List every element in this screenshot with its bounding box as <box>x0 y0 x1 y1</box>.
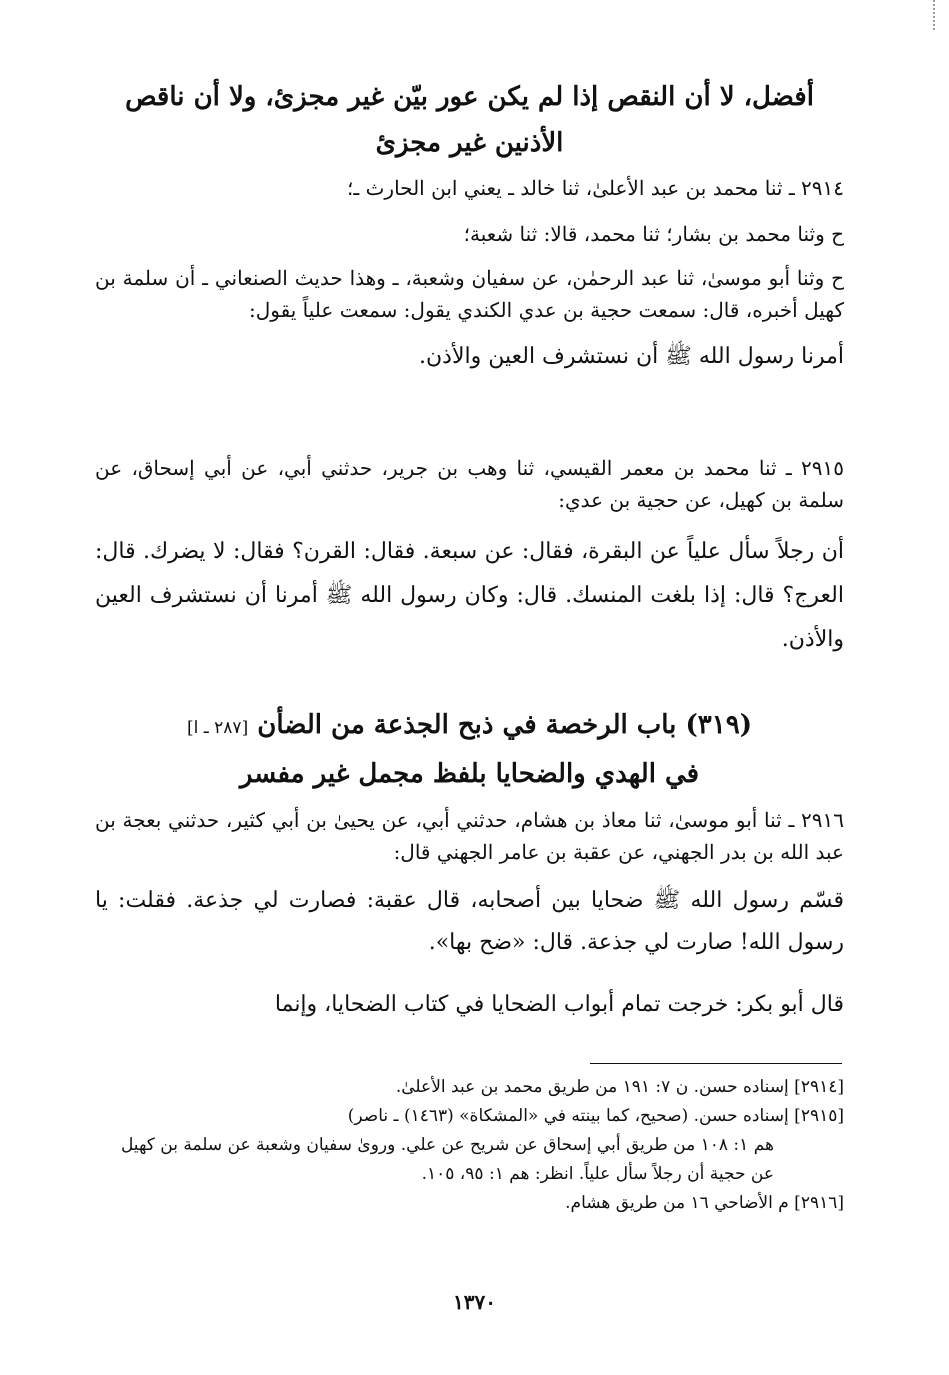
page-number: ١٣٧٠ <box>453 1290 496 1314</box>
footnote-2914: [٢٩١٤] إسناده حسن. ن ٧: ١٩١ من طريق محمد بن عبد الأعلىٰ. <box>395 1077 844 1097</box>
hadith-matn: أمرنا رسول الله ﷺ أن نستشرف العين والأذن. <box>419 344 844 369</box>
chapter-heading-319 <box>95 702 844 797</box>
isnad: ٢٩١٦ ـ ثنا أبو موسىٰ، ثنا معاذ بن هشام، حدثني أبي، عن يحيىٰ بن أبي كثير، حدثني بعجة بن عبد الله بن بدر الجهني، عن عقبة بن عامر الجهني قال: <box>95 808 844 864</box>
hadith-2914 <box>95 172 844 378</box>
isnad-line-3: ح وثنا أبو موسىٰ، ثنا عبد الرحمٰن، عن سفيان وشعبة، ـ وهذا حديث الصنعاني ـ أن سلمة بن كهيل أخبره، قال: سمعت حجية بن عدي الكندي يقول: سمعت علياً يقول: <box>95 266 844 322</box>
heading-line-2: في الهدي والضحايا بلفظ مجمل غير مفسر <box>239 759 700 789</box>
heading-line-2: الأذنين غير مجزئ <box>375 128 564 158</box>
hadith-2915 <box>95 452 844 662</box>
footnotes <box>95 1073 844 1218</box>
footnote-2915: [٢٩١٥] إسناده حسن. (صحيح، كما بينته في «المشكاة» (١٤٦٣) ـ ناصر) <box>347 1106 844 1126</box>
footnote-divider <box>590 1063 842 1064</box>
heading-title: (٣١٩) باب الرخصة في ذبح الجذعة من الضأن <box>257 710 752 740</box>
heading-line-1 <box>95 702 844 751</box>
scan-artifact <box>930 0 935 30</box>
author-comment: قال أبو بكر: خرجت تمام أبواب الضحايا في كتاب الضحايا، وإنما <box>274 992 844 1017</box>
heading-ref: [٢٨٧ ـ ا] <box>187 718 249 738</box>
footnote-2916: [٢٩١٦] م الأضاحي ١٦ من طريق هشام. <box>565 1193 844 1213</box>
footnote-2915-cont: هم ١: ١٠٨ من طريق أبي إسحاق عن شريح عن علي. ورویٰ سفيان وشعبة عن سلمة بن كهيل عن حجية أن رجلاً سأل علياً. انظر: هم ١: ٩٥، ١٠٥. <box>120 1135 774 1184</box>
heading-line-1: أفضل، لا أن النقص إذا لم يكن عور بيّن غير مجزئ، ولا أن ناقص <box>125 82 814 112</box>
isnad-line-1: ٢٩١٤ ـ ثنا محمد بن عبد الأعلىٰ، ثنا خالد ـ يعني ابن الحارث ـ؛ <box>347 176 844 200</box>
hadith-matn: أن رجلاً سأل علياً عن البقرة، فقال: عن سبعة. فقال: القرن؟ فقال: لا يضرك. قال: العرج؟ قال: إذا بلغت المنسك. قال: وكان رسول الله ﷺ أمرنا أن نستشرف العين والأذن. <box>95 539 844 652</box>
isnad: ٢٩١٥ ـ ثنا محمد بن معمر القيسي، ثنا وهب بن جرير، حدثني أبي، عن أبي إسحاق، عن سلمة بن كهيل، عن حجية بن عدي: <box>95 456 844 512</box>
hadith-matn: قسّم رسول الله ﷺ ضحايا بين أصحابه، قال عقبة: فصارت لي جذعة. فقلت: يا رسول الله! صارت لي جذعة. قال: «ضح بها». <box>95 888 844 955</box>
isnad-line-2: ح وثنا محمد بن بشار؛ ثنا محمد، قالا: ثنا شعبة؛ <box>463 222 844 246</box>
hadith-2916 <box>95 804 844 1026</box>
chapter-heading-1 <box>95 74 844 166</box>
